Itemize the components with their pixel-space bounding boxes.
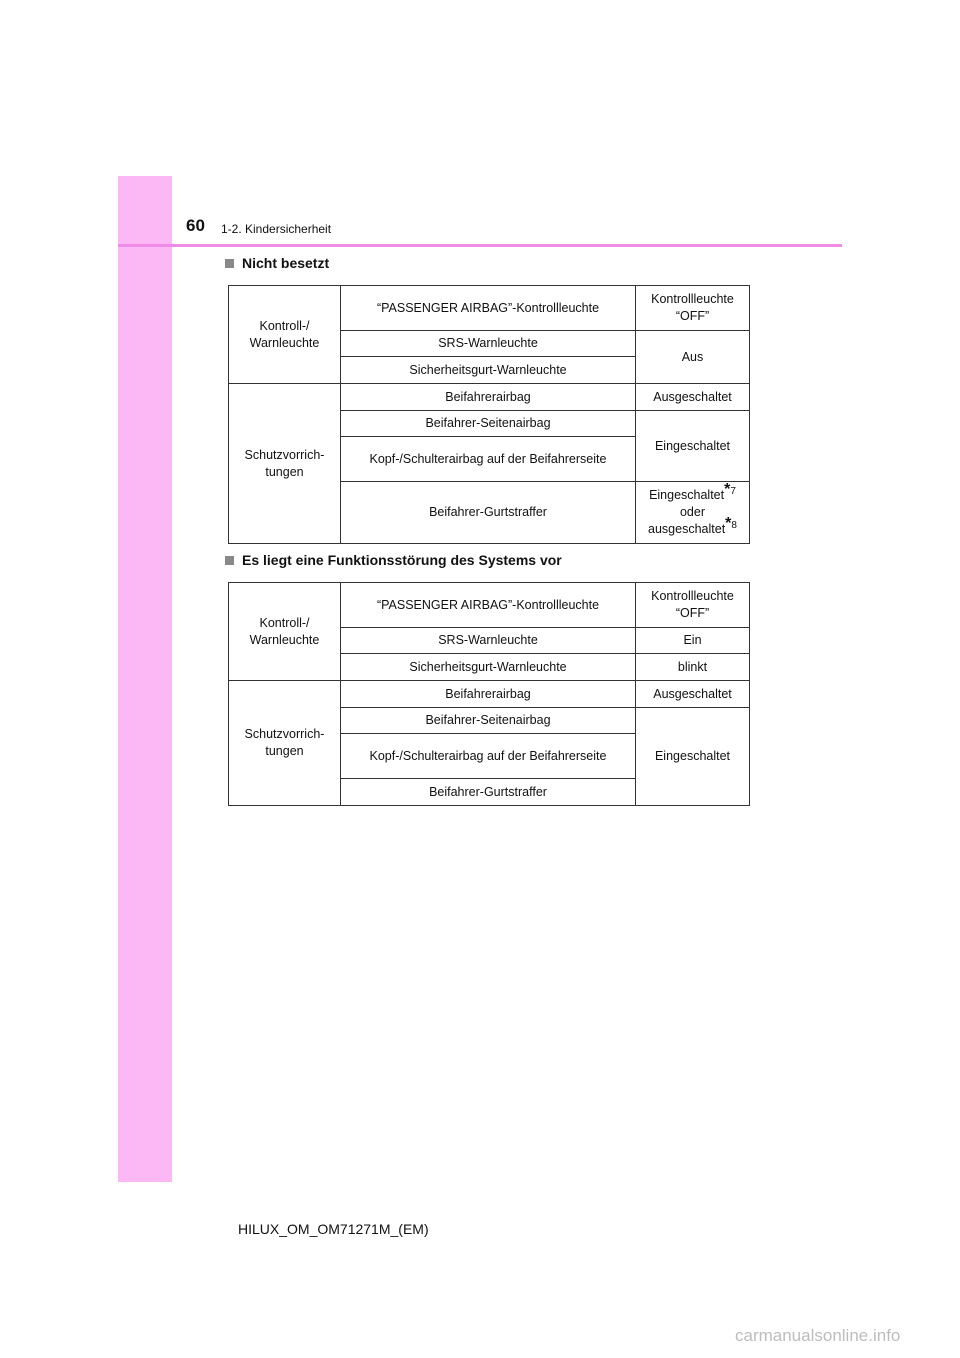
table-cell-seatbelt-state: blinkt bbox=[636, 654, 750, 681]
status-table-malfunction bbox=[228, 582, 750, 806]
table-cell-front-airbag: Beifahrerairbag bbox=[341, 384, 636, 411]
table-cell-lights-label: Kontroll-/ Warnleuchte bbox=[229, 286, 341, 384]
table-cell-pretensioner: Beifahrer-Gurtstraffer bbox=[341, 482, 636, 544]
pretensioner-state-on: Eingeschaltet bbox=[649, 488, 725, 502]
square-bullet-icon bbox=[225, 259, 234, 268]
table-cell-devices-label: Schutzvorrich- tungen bbox=[229, 681, 341, 806]
chapter-sidebar-tab bbox=[118, 176, 172, 1182]
table-cell-airbags-state: Eingeschaltet bbox=[636, 411, 750, 482]
table-cell-srs-light: SRS-Warnleuchte bbox=[341, 628, 636, 654]
table-cell-pretensioner: Beifahrer-Gurtstraffer bbox=[341, 779, 636, 806]
section-heading-not-occupied bbox=[225, 255, 329, 271]
document-id: HILUX_OM_OM71271M_(EM) bbox=[238, 1221, 429, 1237]
section-heading-text: Nicht besetzt bbox=[242, 255, 330, 271]
table-cell-curtain-airbag: Kopf-/Schulterairbag auf der Beifahrerseite bbox=[341, 734, 636, 779]
table-cell-pretensioner-state bbox=[636, 482, 750, 544]
table-cell-devices-label: Schutzvorrich- tungen bbox=[229, 384, 341, 544]
table-cell-devices-state: Eingeschaltet bbox=[636, 708, 750, 806]
section-heading-malfunction bbox=[225, 552, 562, 568]
table-cell-side-airbag: Beifahrer-Seitenairbag bbox=[341, 708, 636, 734]
table-cell-front-airbag-state: Ausgeschaltet bbox=[636, 384, 750, 411]
table-cell-srs-state: Ein bbox=[636, 628, 750, 654]
table-cell-off-light: Kontrollleuchte “OFF” bbox=[636, 583, 750, 628]
footnote-ref-8[interactable]: *8 bbox=[725, 514, 737, 532]
table-cell-passenger-airbag-light: “PASSENGER AIRBAG”-Kontrollleuchte bbox=[341, 286, 636, 331]
table-cell-aus: Aus bbox=[636, 331, 750, 384]
status-table-not-occupied bbox=[228, 285, 750, 544]
page-number: 60 bbox=[186, 216, 205, 235]
table-cell-srs-light: SRS-Warnleuchte bbox=[341, 331, 636, 357]
table-cell-front-airbag-state: Ausgeschaltet bbox=[636, 681, 750, 708]
table-cell-curtain-airbag: Kopf-/Schulterairbag auf der Beifahrerseite bbox=[341, 437, 636, 482]
table-cell-front-airbag: Beifahrerairbag bbox=[341, 681, 636, 708]
chapter-title: 1-2. Kindersicherheit bbox=[221, 222, 332, 236]
table-cell-seatbelt-light: Sicherheitsgurt-Warnleuchte bbox=[341, 357, 636, 384]
table-cell-side-airbag: Beifahrer-Seitenairbag bbox=[341, 411, 636, 437]
pretensioner-state-or: oder bbox=[679, 505, 706, 519]
square-bullet-icon bbox=[225, 556, 234, 565]
pretensioner-state-off: ausgeschaltet bbox=[648, 522, 726, 536]
table-cell-off-light: Kontrollleuchte “OFF” bbox=[636, 286, 750, 331]
table-cell-seatbelt-light: Sicherheitsgurt-Warnleuchte bbox=[341, 654, 636, 681]
table-cell-passenger-airbag-light: “PASSENGER AIRBAG”-Kontrollleuchte bbox=[341, 583, 636, 628]
table-cell-lights-label: Kontroll-/ Warnleuchte bbox=[229, 583, 341, 681]
section-heading-text: Es liegt eine Funktionsstörung des Systems vor bbox=[242, 552, 562, 568]
header-rule bbox=[118, 244, 842, 247]
watermark: carmanualsonline.info bbox=[735, 1326, 901, 1345]
footnote-ref-7[interactable]: *7 bbox=[724, 480, 736, 498]
